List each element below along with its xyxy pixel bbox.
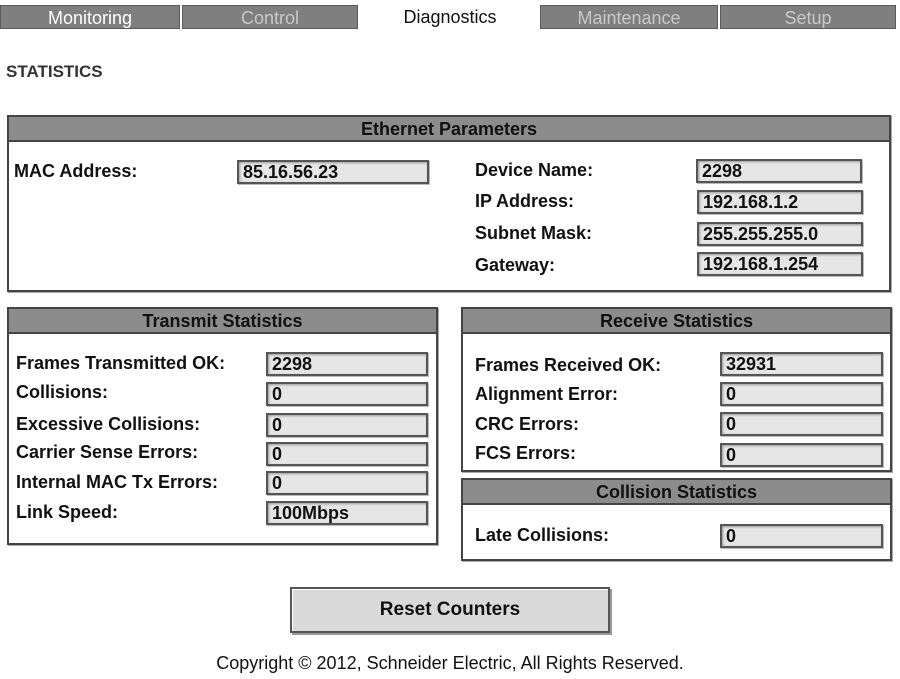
collisions-label: Collisions: bbox=[16, 382, 109, 402]
tab-diagnostics[interactable]: Diagnostics bbox=[360, 4, 540, 30]
ip-address-field: 192.168.1.2 bbox=[697, 190, 863, 214]
tab-setup[interactable]: Setup bbox=[720, 5, 896, 29]
receive-statistics-panel bbox=[461, 307, 892, 472]
collisions-field: 0 bbox=[266, 382, 428, 406]
tab-control[interactable]: Control bbox=[182, 5, 358, 29]
device-name-field: 2298 bbox=[696, 159, 862, 183]
carrier-sense-errors-label: Carrier Sense Errors: bbox=[16, 442, 199, 462]
link-speed-label: Link Speed: bbox=[16, 502, 119, 522]
tab-maintenance[interactable]: Maintenance bbox=[540, 5, 718, 29]
alignment-error-label: Alignment Error: bbox=[475, 384, 619, 404]
carrier-sense-errors-field: 0 bbox=[266, 442, 428, 466]
mac-address-label: MAC Address: bbox=[14, 161, 138, 181]
ip-address-label: IP Address: bbox=[475, 191, 575, 211]
fcs-errors-label: FCS Errors: bbox=[475, 443, 577, 463]
page-title: STATISTICS bbox=[6, 62, 103, 81]
frames-received-label: Frames Received OK: bbox=[475, 355, 662, 375]
crc-errors-label: CRC Errors: bbox=[475, 414, 580, 434]
crc-errors-field: 0 bbox=[720, 412, 883, 436]
subnet-mask-label: Subnet Mask: bbox=[475, 223, 593, 243]
frames-received-field: 32931 bbox=[720, 352, 883, 376]
late-collisions-label: Late Collisions: bbox=[475, 525, 610, 545]
receive-statistics-header: Receive Statistics bbox=[463, 309, 890, 334]
device-name-label: Device Name: bbox=[475, 160, 594, 180]
ethernet-parameters-panel bbox=[7, 115, 891, 292]
frames-transmitted-label: Frames Transmitted OK: bbox=[16, 353, 226, 373]
alignment-error-field: 0 bbox=[720, 382, 883, 406]
subnet-mask-field: 255.255.255.0 bbox=[697, 222, 863, 246]
excessive-collisions-field: 0 bbox=[266, 413, 428, 437]
transmit-statistics-panel bbox=[7, 307, 438, 545]
collision-statistics-panel bbox=[461, 478, 892, 561]
internal-mac-tx-errors-label: Internal MAC Tx Errors: bbox=[16, 472, 219, 492]
gateway-field: 192.168.1.254 bbox=[697, 252, 863, 276]
fcs-errors-field: 0 bbox=[720, 443, 883, 467]
late-collisions-field: 0 bbox=[720, 524, 883, 548]
transmit-statistics-header: Transmit Statistics bbox=[9, 309, 436, 334]
mac-address-field: 85.16.56.23 bbox=[237, 160, 429, 184]
internal-mac-tx-errors-field: 0 bbox=[266, 471, 428, 495]
reset-counters-button[interactable]: Reset Counters bbox=[290, 587, 610, 633]
excessive-collisions-label: Excessive Collisions: bbox=[16, 414, 201, 434]
frames-transmitted-field: 2298 bbox=[266, 352, 428, 376]
gateway-label: Gateway: bbox=[475, 255, 556, 275]
collision-statistics-header: Collision Statistics bbox=[463, 480, 890, 505]
copyright-text: Copyright © 2012, Schneider Electric, All Rights Reserved. bbox=[216, 653, 684, 673]
tab-bar bbox=[0, 0, 900, 30]
link-speed-field: 100Mbps bbox=[266, 501, 428, 525]
tab-monitoring[interactable]: Monitoring bbox=[0, 5, 180, 29]
ethernet-parameters-header: Ethernet Parameters bbox=[9, 117, 889, 142]
